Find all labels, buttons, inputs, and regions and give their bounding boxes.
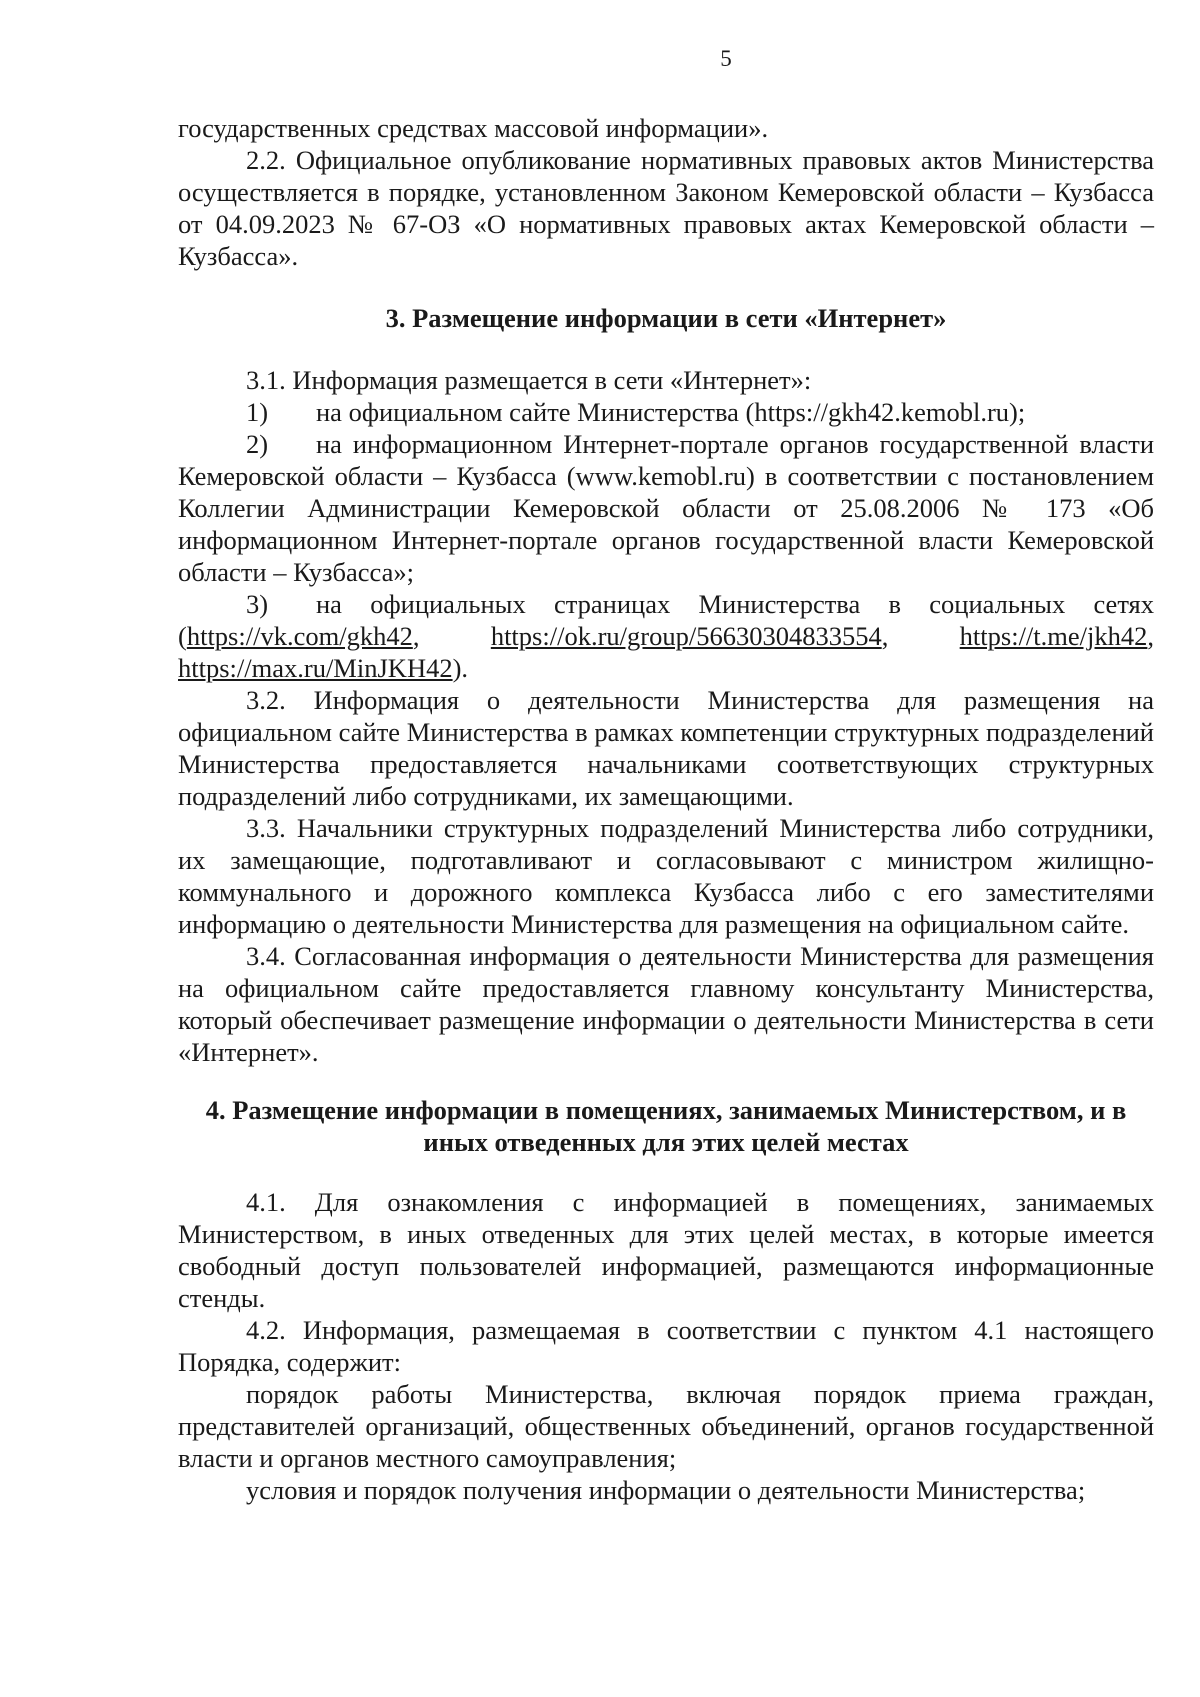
vk-link[interactable]: https://vk.com/gkh42 [186, 621, 413, 651]
ok-link[interactable]: https://ok.ru/group/56630304833554 [490, 621, 882, 651]
bullet-item-1: порядок работы Министерства, включая порядок приема граждан, представителей организаций, общественных объединений, органов государственной власти и органов местного самоуправления; [178, 1379, 1154, 1473]
paragraph-4-1: 4.1. Для ознакомления с информацией в помещениях, занимаемых Министерством, в иных отведенных для этих целей местах, в которые имеется свободный доступ пользователей информацией, размещаются информационные стенды. [178, 1187, 1154, 1313]
list-item-2 [178, 428, 1154, 588]
list-item-text: на информационном Интернет-портале органов государственной власти Кемеровской области – Кузбасса (www.kemobl.ru) в соответствии с постановлением Коллегии Администрации Кемеровской области от 25.08.2006 № 173 «Об информационном Интернет-портале органов государственной власти Кемеровской области – Кузбасса»; [178, 429, 1154, 587]
close-paren: ). [452, 653, 469, 683]
page-number: 5 [720, 46, 732, 71]
paragraph-3-1: 3.1. Информация размещается в сети «Интернет»: [246, 365, 812, 395]
paragraph-4-2: 4.2. Информация, размещаемая в соответствии с пунктом 4.1 настоящего Порядка, содержит: [178, 1315, 1154, 1377]
intro-continuation: государственных средствах массовой информации». [178, 113, 769, 143]
list-item-number: 3) [246, 589, 269, 619]
telegram-link[interactable]: https://t.me/jkh42 [959, 621, 1148, 651]
list-item-1 [178, 396, 1154, 428]
open-paren: ( [178, 621, 187, 651]
bullet-item-2: условия и порядок получения информации о деятельности Министерства; [246, 1475, 1086, 1505]
section-3-heading: 3. Размещение информации в сети «Интернет» [385, 303, 947, 333]
paragraph-3-3: 3.3. Начальники структурных подразделений Министерства либо сотрудники, их замещающие, подготавливают и согласовывают с министром жилищно-коммунального и дорожного комплекса Кузбасса либо с его заместителями информацию о деятельности Министерства для размещения на официальном сайте. [178, 813, 1154, 939]
max-link[interactable]: https://max.ru/MinJKH42 [178, 653, 453, 683]
list-item-text: на официальном сайте Министерства (https://gkh42.kemobl.ru); [316, 397, 1026, 427]
section-4-heading: 4. Размещение информации в помещениях, занимаемых Министерством, и в иных отведенных для этих целей местах [205, 1095, 1127, 1157]
list-item-number: 2) [246, 429, 269, 459]
list-item-number: 1) [246, 397, 269, 427]
list-item-text: на официальных страницах Министерства в социальных сетях [316, 589, 1154, 619]
paragraph-3-2: 3.2. Информация о деятельности Министерства для размещения на официальном сайте Министерства в рамках компетенции структурных подразделений Министерства предоставляется начальниками соответствующих структурных подразделений либо сотрудниками, их замещающими. [178, 685, 1154, 811]
paragraph-3-4: 3.4. Согласованная информация о деятельности Министерства для размещения на официальном сайте предоставляется главному консультанту Министерства, который обеспечивает размещение информации о деятельности Министерства в сети «Интернет». [178, 941, 1154, 1067]
list-item-3: 3) на официальных страницах Министерства в социальных сетях (https://vk.com/gkh42, https://ok.ru/group/56630304833554, https://t.me/jkh42, https://max.ru/MinJKH42). [178, 589, 1155, 683]
paragraph-2-2: 2.2. Официальное опубликование нормативных правовых актов Министерства осуществляется в порядке, установленном Законом Кемеровской области – Кузбасса от 04.09.2023 № 67-ОЗ «О нормативных правовых актах Кемеровской области – Кузбасса». [178, 145, 1154, 271]
